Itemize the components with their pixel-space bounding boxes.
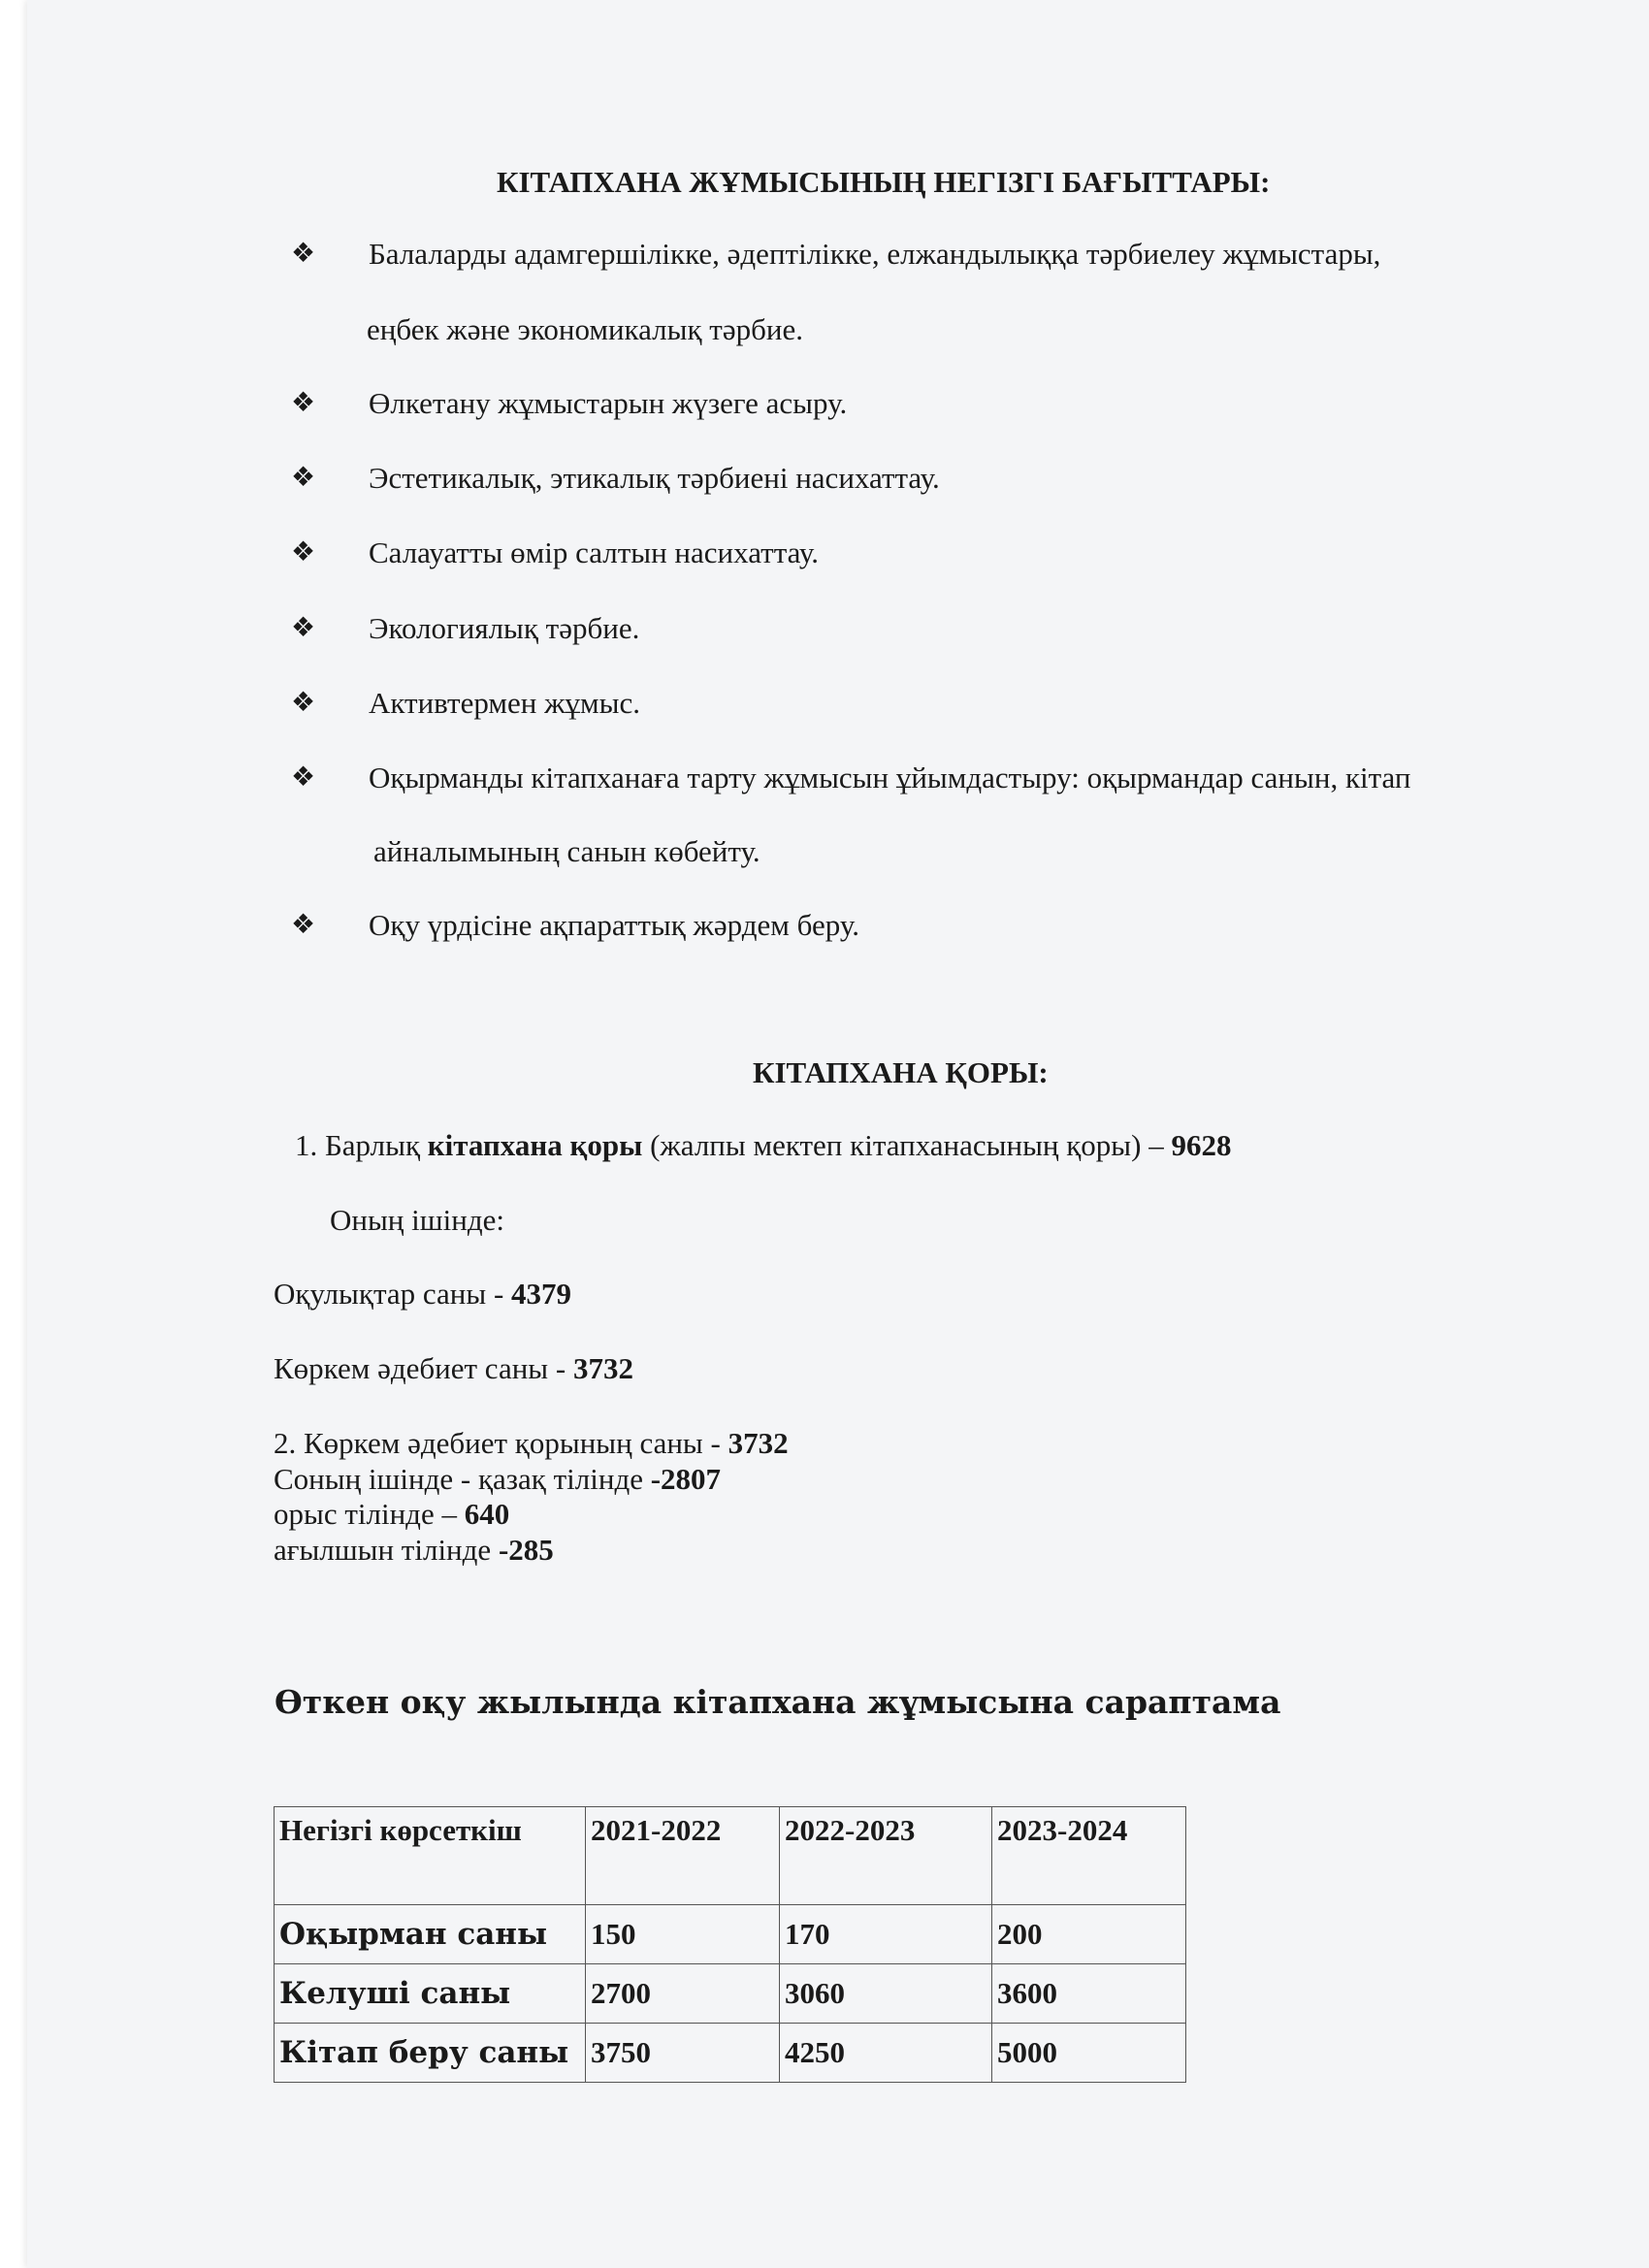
russian-line <box>274 1497 509 1532</box>
analysis-title: Өткен оқу жылында кітапхана жұмысына сараптама <box>275 1683 1281 1721</box>
table-cell: 150 <box>586 1905 780 1964</box>
diamond-bullet-icon: ❖ <box>291 239 316 269</box>
table-header-row <box>275 1807 1186 1905</box>
fund-total-prefix: 1. Барлық <box>295 1128 428 1162</box>
analysis-table <box>274 1806 1186 2083</box>
table-header-cell: 2022-2023 <box>780 1807 992 1905</box>
table-header-cell: 2023-2024 <box>992 1807 1186 1905</box>
russian-value: 640 <box>464 1497 510 1531</box>
list-item-text: Эстетикалық, этикалық тәрбиені насихаттау. <box>369 461 940 495</box>
kazakh-value: -2807 <box>650 1462 722 1496</box>
fund-total-value: 9628 <box>1171 1128 1232 1162</box>
diamond-bullet-icon: ❖ <box>291 910 316 940</box>
document-page <box>27 0 1649 2268</box>
diamond-bullet-icon: ❖ <box>291 388 316 418</box>
fund-total-suffix: (жалпы мектеп кітапханасының қоры) – <box>642 1128 1172 1162</box>
textbooks-value: 4379 <box>511 1277 572 1311</box>
list-item-text: Оқу үрдісіне ақпараттық жәрдем беру. <box>369 908 860 942</box>
directions-title: КІТАПХАНА ЖҰМЫСЫНЫҢ НЕГІЗГІ БАҒЫТТАРЫ: <box>497 165 1271 199</box>
diamond-bullet-icon: ❖ <box>291 463 316 493</box>
fund-total-line <box>295 1128 1231 1163</box>
fund-total-bold: кітапхана қоры <box>427 1128 643 1162</box>
russian-label: орыс тілінде – <box>274 1497 465 1531</box>
table-header-cell: Негізгі көрсеткіш <box>275 1807 586 1905</box>
list-item-text: Оқырманды кітапханаға тарту жұмысын ұйымдастыру: оқырмандар санын, кітап <box>369 761 1411 794</box>
list-item-text: Өлкетану жұмыстарын жүзеге асыру. <box>369 386 848 420</box>
table-cell: 3600 <box>992 1964 1186 2024</box>
table-cell: 3750 <box>586 2024 780 2083</box>
english-line <box>274 1533 554 1568</box>
diamond-bullet-icon: ❖ <box>291 613 316 643</box>
table-cell: 170 <box>780 1905 992 1964</box>
table-row <box>275 2024 1186 2083</box>
table-cell: 4250 <box>780 2024 992 2083</box>
table-header-cell: 2021-2022 <box>586 1807 780 1905</box>
row-label: Кітап беру саны <box>275 2024 586 2083</box>
row-label: Келуші саны <box>275 1964 586 2024</box>
fiction-fund-line <box>274 1426 789 1461</box>
table-cell: 3060 <box>780 1964 992 2024</box>
diamond-bullet-icon: ❖ <box>291 537 316 567</box>
list-item-text: Экологиялық тәрбие. <box>369 611 640 645</box>
fiction-value: 3732 <box>572 1351 633 1385</box>
kazakh-line <box>274 1462 721 1497</box>
list-item-continuation: еңбек және экономикалық тәрбие. <box>367 312 803 346</box>
table-cell: 2700 <box>586 1964 780 2024</box>
fiction-line <box>274 1351 633 1386</box>
textbooks-line <box>274 1277 571 1312</box>
diamond-bullet-icon: ❖ <box>291 762 316 793</box>
english-value: -285 <box>498 1533 554 1567</box>
textbooks-label: Оқулықтар саны - <box>274 1277 512 1311</box>
english-label: ағылшын тілінде <box>274 1533 499 1567</box>
diamond-bullet-icon: ❖ <box>291 688 316 718</box>
list-item-text: Активтермен жұмыс. <box>369 686 640 720</box>
kazakh-label: Соның ішінде - қазақ тілінде <box>274 1462 651 1496</box>
list-item-text: Салауатты өмір салтын насихаттау. <box>369 535 819 569</box>
fiction-label: Көркем әдебиет саны - <box>274 1351 573 1385</box>
fiction-fund-label: 2. Көркем әдебиет қорының саны - <box>274 1426 728 1460</box>
including-label: Оның ішінде: <box>330 1203 504 1237</box>
table-cell: 5000 <box>992 2024 1186 2083</box>
fiction-fund-value: 3732 <box>728 1426 789 1460</box>
list-item-text: Балаларды адамгершілікке, әдептілікке, елжандылыққа тәрбиелеу жұмыстары, <box>369 237 1381 271</box>
row-label: Оқырман саны <box>275 1905 586 1964</box>
table-row <box>275 1905 1186 1964</box>
fund-title: КІТАПХАНА ҚОРЫ: <box>753 1055 1049 1089</box>
table-cell: 200 <box>992 1905 1186 1964</box>
list-item-continuation: айналымының санын көбейту. <box>373 834 760 868</box>
table-row <box>275 1964 1186 2024</box>
